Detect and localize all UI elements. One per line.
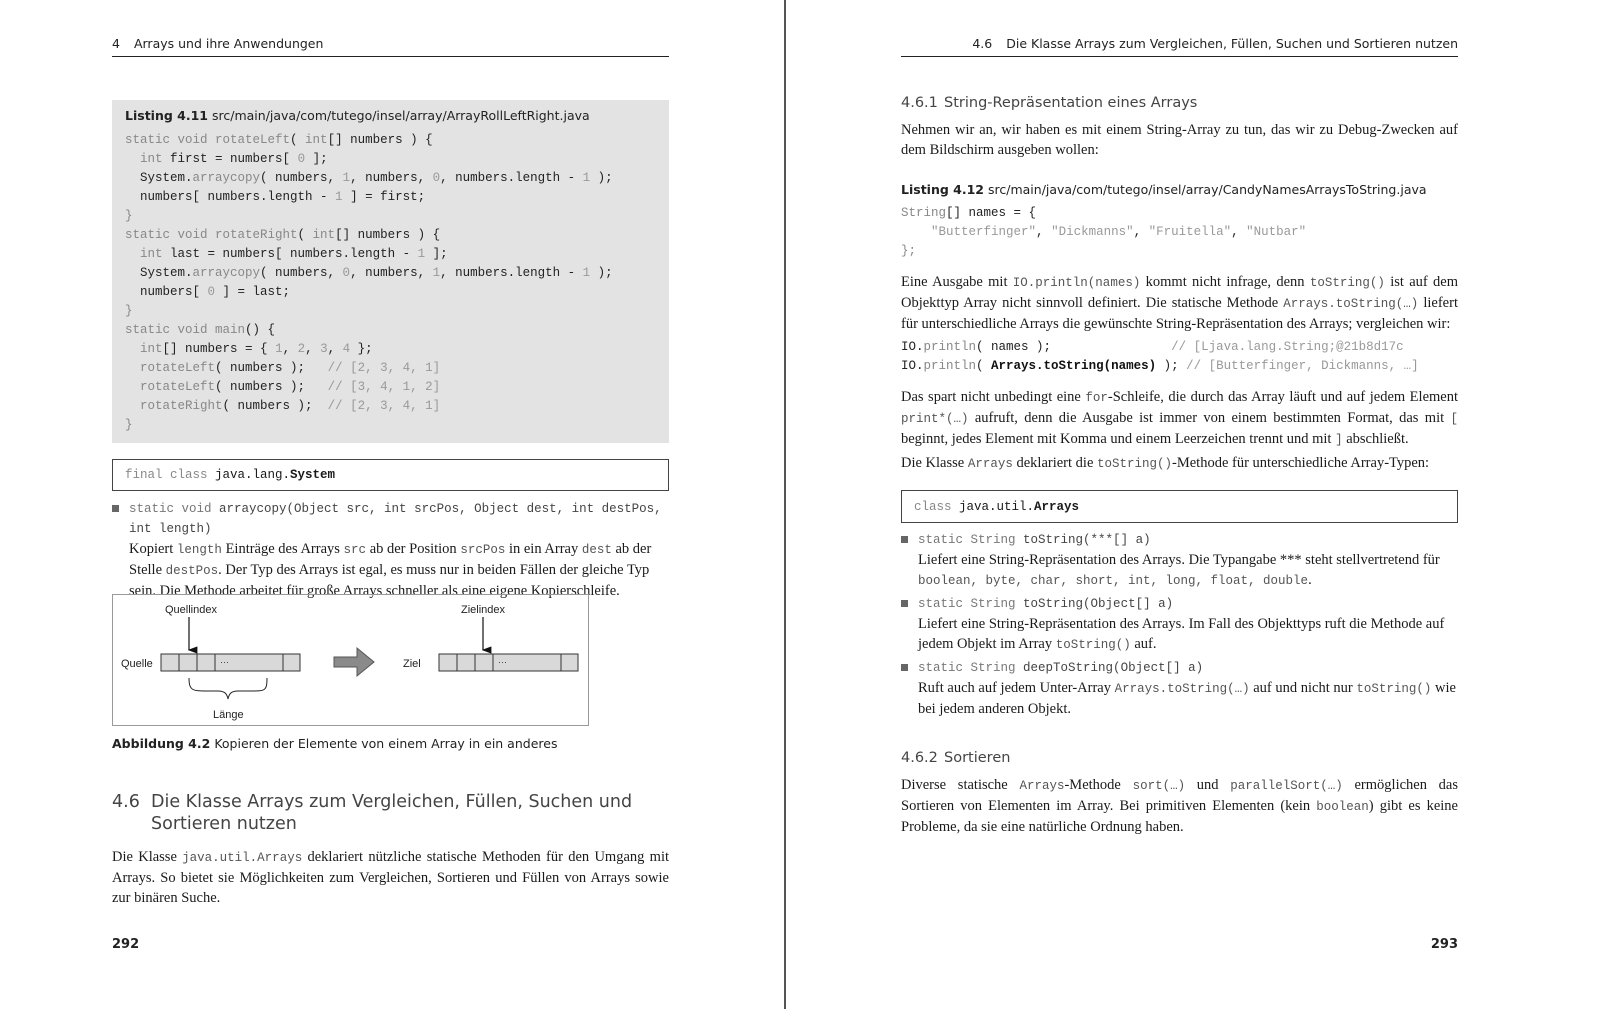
code-line [125,397,613,416]
intro-paragraph: Nehmen wir an, wir haben es mit einem String-Array zu tun, das wir zu Debug-Zwecken auf dem Bildschirm ausgeben wollen: [901,122,1458,158]
text-run: -Methode [1064,777,1133,793]
code-token: // [3, 4, 1, 2] [327,380,441,394]
code-token: int [140,247,163,261]
right-page [901,0,1458,1009]
method-signature: static void arraycopy(Object src, int srcPos, Object dest, int destPos, int length) [129,502,662,536]
text-run: ] = first; [342,190,426,204]
code-token: static void main [125,323,246,337]
text-run: kommt nicht infrage, denn [1140,274,1310,290]
text-run: Diverse statische [901,777,1020,793]
text-run: System. [125,171,193,185]
figure-label: Abbildung 4.2 [112,736,211,751]
text-run: Liefert eine String-Repräsentation des Arrays. Die Typangabe *** steht stellvertretend für [918,552,1440,568]
bullet-square-icon [901,536,908,543]
class-box-system [112,459,669,491]
section-number: 4.6 [112,792,140,812]
section-title-line1: Die Klasse Arrays zum Vergleichen, Füllen, Suchen und [151,792,633,812]
paragraph-2 [901,387,1458,450]
page-spine-divider [784,0,786,1009]
code-token: } [125,304,133,318]
subsection-title: Sortieren [944,750,1011,766]
method-item [918,594,1458,655]
method-description [918,614,1458,655]
code-line [125,245,613,264]
inline-code: java.util.Arrays [182,851,303,865]
chapter-title: Arrays und ihre Anwendungen [133,36,324,51]
text-run: [] names = { [946,206,1037,220]
text-run [125,380,140,394]
text-run: ] = last; [215,285,291,299]
code-token: 1 [275,342,283,356]
text-run: IO. [901,359,924,373]
text-run: . Der Typ des Arrays ist egal, es muss nur in beiden Fällen der gleiche Typ sein. Die Methode arbeitet für große Arrays schneller als eine eigene Kopierschleife. [129,562,650,599]
code-token: rotateLeft [140,380,216,394]
code-token: 0 [342,266,351,280]
text-run [901,225,931,239]
text-run [125,399,140,413]
class-name: System [290,468,336,482]
text-run: Liefert eine String-Repräsentation des Arrays. Im Fall des Objekttyps ruft die Methode auf jedem Objekt im Array [918,616,1445,652]
inline-code: srcPos [460,543,506,557]
text-run: , [1036,225,1052,239]
method-item [918,658,1458,719]
length-brace [189,678,267,699]
code-token: String [901,206,947,220]
method-signature: static String toString(***[] a) [918,533,1151,547]
text-run: ( [290,133,306,147]
inline-code: dest [581,543,612,557]
text-run: ( [297,228,313,242]
figure-array-copy [112,594,589,726]
section-number: 4.6 [972,36,993,51]
text-run: Das spart nicht unbedingt eine [901,389,1086,405]
listing-caption [901,182,1427,197]
text-run: -Schleife, die durch das Array läuft und auf jedem Element [1107,389,1458,405]
section-intro-paragraph [112,847,669,908]
inline-code: IO.println(names) [1012,276,1141,290]
section-title-line2: Sortieren nutzen [151,814,297,834]
text-run: [] numbers = { [162,342,276,356]
code-token: int [140,342,163,356]
left-page [112,0,669,1009]
code-line [125,188,613,207]
code-token: "Butterfinger" [931,225,1037,239]
code-token: int [305,133,328,147]
code-block [125,131,613,435]
text-run: Die Klasse [901,455,968,471]
inline-code: boolean [1316,800,1369,814]
listing-path: src/main/java/com/tutego/insel/array/CandyNamesArraysToString.java [988,182,1427,197]
text-run: ); [1156,359,1187,373]
code-token: int [140,152,163,166]
text-run: ( names ); [976,340,1172,354]
text-run: , numbers, [350,266,433,280]
text-run: ( numbers, [260,171,343,185]
bullet-square-icon [112,505,119,512]
subsection-number: 4.6.1 [901,95,938,111]
code-token: static void rotateRight [125,228,298,242]
inline-code: sort(…) [1132,779,1186,793]
code-token: 2 [297,342,306,356]
code-line [125,416,613,435]
text-run: Einträge des Arrays [221,541,344,557]
text-run: Ruft auch auf jedem Unter-Array [918,680,1115,696]
text-run: ermöglichen das Sortieren von Elementen im Array. Bei primitiven Elementen (kein [901,777,1459,814]
listing-caption [125,108,590,123]
figure-caption [112,736,557,751]
chapter-number: 4 [112,36,120,51]
code-token: 1 [342,171,351,185]
copy-arrow-icon [334,648,374,676]
method-signature: static String deepToString(Object[] a) [918,661,1204,675]
text-run: ]; [305,152,328,166]
text-run: first = numbers[ [162,152,298,166]
text-run: last = numbers[ numbers.length - [162,247,418,261]
method-description [918,550,1458,591]
subsection-number: 4.6.2 [901,750,938,766]
text-run: , [1133,225,1149,239]
text-run: numbers[ [125,285,208,299]
listing-4-11 [112,100,669,443]
code-token: 1 [335,190,343,204]
code-line [125,321,613,340]
text-run: }; [350,342,373,356]
code-token: static void rotateLeft [125,133,291,147]
text-run: und [1185,777,1231,793]
inline-code: parallelSort(…) [1230,779,1343,793]
running-head-left [112,36,669,57]
text-run: beginnt, jedes Element mit Komma und einem Leerzeichen trennt und mit [901,431,1336,447]
running-head-right [901,36,1458,57]
text-run: . [1308,572,1312,588]
text-run: in ein Array [505,541,582,557]
text-run: wie bei jedem anderen Objekt. [918,680,1456,717]
code-token: 0 [207,285,216,299]
inline-code: Arrays [967,457,1013,471]
source-array [161,654,300,671]
listing-path: src/main/java/com/tutego/insel/array/ArrayRollLeftRight.java [212,108,590,123]
code-line [125,359,613,378]
code-token: 0 [297,152,306,166]
array-copy-diagram [113,595,590,727]
subsection-heading-4-6-1 [901,95,1197,111]
text-run: Eine Ausgabe mit [901,274,1013,290]
code-token: arraycopy [192,171,261,185]
text-run: deklariert die [1012,455,1097,471]
code-line [125,378,613,397]
inline-code: Arrays.toString(…) [1114,682,1250,696]
code-token: // [2, 3, 4, 1] [327,361,441,375]
code-token: 1 [432,266,441,280]
code-token: "Dickmanns" [1051,225,1134,239]
text-run: IO. [901,340,924,354]
text-run [125,342,140,356]
source-index-label: Quellindex [165,604,217,616]
text-run: , [1231,225,1247,239]
code-line [125,131,613,150]
code-line [125,226,613,245]
code-token: }; [901,244,917,258]
code-line [901,338,1419,357]
inline-code: destPos [165,564,219,578]
inline-code: boolean, byte, char, short, int, long, float, double [918,574,1309,588]
text-run: () { [245,323,276,337]
code-token: rotateLeft [140,361,216,375]
class-package: java.util. [959,499,1035,514]
text-run: abschließt. [1342,431,1409,447]
text-run: , [305,342,321,356]
section-heading [112,791,669,835]
text-run [125,247,140,261]
code-token: // [2, 3, 4, 1] [327,399,441,413]
code-line [125,283,613,302]
inline-code: toString() [1097,457,1173,471]
text-run [125,152,140,166]
figure-caption-text: Kopieren der Elemente von einem Array in ein anderes [214,736,558,751]
code-token: 1 [582,266,591,280]
code-token: println [923,359,977,373]
code-token: 3 [320,342,328,356]
source-ellipsis: ··· [220,657,229,667]
inline-code: for [1085,391,1108,405]
text-run: ab der Position [366,541,461,557]
code-token: // [Ljava.lang.String;@21b8d17c [1171,340,1404,354]
code-token: println [923,340,977,354]
subsection-heading-4-6-2 [901,750,1010,766]
text-run: numbers[ numbers.length - [125,190,336,204]
length-label: Länge [213,709,244,721]
text-run: ( numbers ); [215,361,328,375]
listing-label: Listing 4.11 [125,108,208,123]
inline-code: toString() [1055,638,1131,652]
inline-code: toString() [1309,276,1385,290]
code-token: 4 [342,342,351,356]
method-description [918,678,1458,719]
text-run: [] numbers ) { [327,133,433,147]
text-run: deklariert nützliche statische Methoden für den Umgang mit Arrays. So bietet sie Möglichkeiten zum Vergleichen, Sortieren und Füllen von Arrays sowie zur binären Suche. [112,849,670,906]
code-block [901,204,1306,261]
paragraph-3 [901,453,1458,474]
text-run: Kopiert [129,541,177,557]
code-token: int [312,228,336,242]
text-run [125,361,140,375]
text-run: ab der Stelle [129,541,652,578]
paragraph-1 [901,272,1458,334]
code-token: "Nutbar" [1246,225,1307,239]
code-token: "Fruitella" [1148,225,1232,239]
text-run: ( numbers, [260,266,343,280]
code-line [125,264,613,283]
listing-label: Listing 4.12 [901,182,984,197]
code-token: rotateRight [140,399,223,413]
code-line [125,302,613,321]
inline-code: toString() [1356,682,1432,696]
method-description [129,539,669,601]
code-token: Arrays.toString(names) [991,359,1157,373]
text-run: ( numbers ); [215,380,328,394]
source-label: Quelle [121,658,153,670]
method-signature: static String toString(Object[] a) [918,597,1174,611]
code-token: 1 [417,247,426,261]
text-run: ( numbers ); [222,399,328,413]
text-run: auf und nicht nur [1249,680,1357,696]
target-array [439,654,578,671]
text-run: , numbers, [350,171,433,185]
text-run: , [327,342,343,356]
inline-code: length [176,543,222,557]
code-line [901,357,1419,376]
code-line [901,223,1306,242]
text-run: ]; [425,247,448,261]
code-token: arraycopy [192,266,261,280]
paragraph-sort [901,775,1458,837]
subsection-title: String-Repräsentation eines Arrays [944,95,1198,111]
inline-code: print*(…) [901,412,969,426]
bullet-square-icon [901,600,908,607]
page-number-left: 292 [112,937,140,952]
text-run: -Methode für unterschiedliche Array-Typen: [1172,455,1430,471]
inline-code: [ [1450,412,1458,426]
target-ellipsis: ··· [498,657,507,667]
class-keyword: final class [125,468,208,482]
bullet-square-icon [901,664,908,671]
text-run: ) gibt es keine Probleme, da sie eine natürliche Ordnung haben. [901,798,1458,835]
text-run: ); [590,266,613,280]
class-name: Arrays [1034,499,1080,514]
class-box-arrays [901,490,1458,523]
class-keyword: class [914,499,952,514]
code-line [125,340,613,359]
text-run: ); [590,171,613,185]
class-package: java.lang. [215,468,291,482]
code-line [125,150,613,169]
code-block-println [901,338,1419,376]
code-token: 0 [432,171,441,185]
inline-code: ] [1335,433,1343,447]
text-run: , [282,342,298,356]
code-token: } [125,209,133,223]
code-token: 1 [582,171,591,185]
text-run: liefert für unterschiedliche Arrays die gewünschte String-Repräsentation des Arrays; vergleichen wir: [901,295,1458,332]
text-run: ist auf dem Objekttyp Array nicht sinnvoll definiert. Die statische Methode [901,274,1458,311]
target-label: Ziel [403,658,421,670]
method-item [129,499,669,601]
text-run: System. [125,266,193,280]
code-line [901,204,1306,223]
code-line [125,169,613,188]
section-title: Die Klasse Arrays zum Vergleichen, Füllen, Suchen und Sortieren nutzen [1006,36,1458,51]
text-run: auf. [1130,636,1157,652]
code-token: } [125,418,133,432]
text-run: , numbers.length - [440,266,583,280]
code-line [125,207,613,226]
text-run: [] numbers ) { [335,228,441,242]
target-index-label: Zielindex [461,604,506,616]
method-item [918,530,1458,591]
inline-code: src [343,543,367,557]
text-run: ( [976,359,992,373]
code-token: // [Butterfinger, Dickmanns, …] [1186,359,1419,373]
inline-code: Arrays [1019,779,1065,793]
text-run: , numbers.length - [440,171,583,185]
text-run: aufruft, denn die Ausgabe ist immer von einem bestimmten Format, das mit [968,410,1451,426]
page-number-right: 293 [1430,937,1458,952]
code-line [901,242,1306,261]
inline-code: Arrays.toString(…) [1283,297,1419,311]
text-run: Die Klasse [112,849,183,865]
